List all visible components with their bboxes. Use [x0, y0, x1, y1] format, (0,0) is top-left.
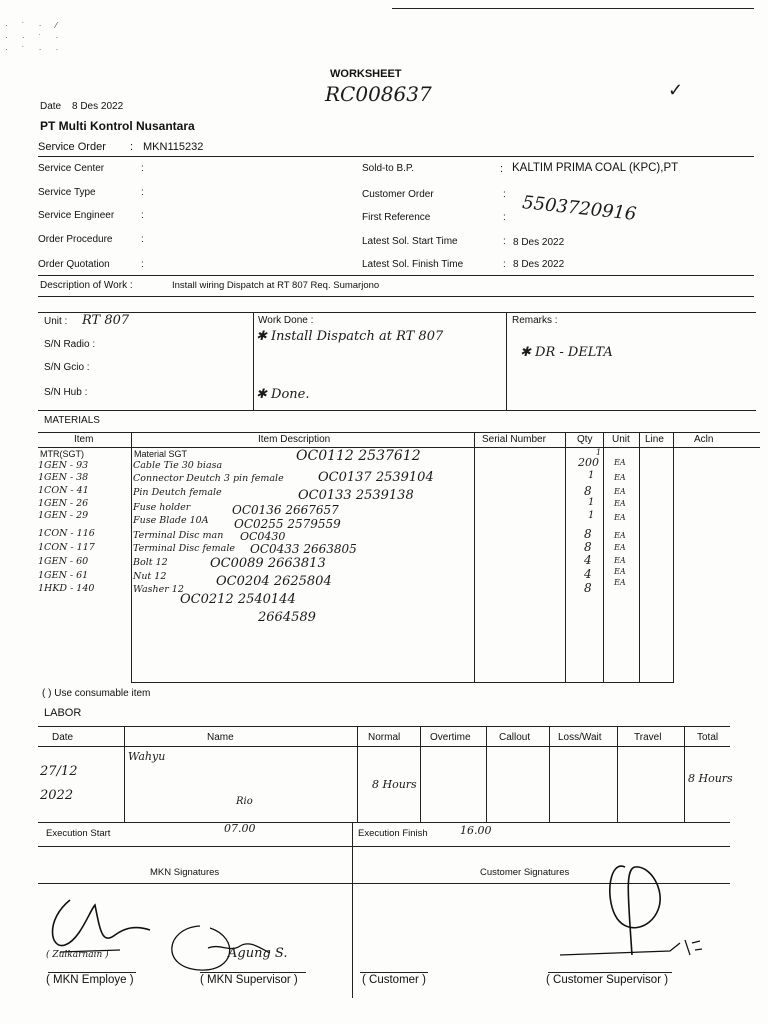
- mkn-employee-label: ( MKN Employe ): [46, 974, 134, 986]
- list-item: EA: [614, 513, 626, 522]
- labor-col-normal: Normal: [368, 732, 401, 743]
- order-quotation-label: Order Quotation: [38, 259, 110, 270]
- handwritten-reference: RC008637: [325, 82, 432, 106]
- materials-col-divider: [603, 432, 604, 682]
- sold-to-value: KALTIM PRIMA COAL (KPC),PT: [512, 162, 679, 174]
- list-item: Bolt 12: [133, 557, 168, 568]
- list-item: Fuse holder: [133, 502, 191, 513]
- execution-finish-value: 16.00: [460, 824, 492, 837]
- top-rule: [392, 8, 754, 9]
- labor-col-total: Total: [697, 732, 719, 743]
- service-order-label: Service Order: [38, 141, 106, 153]
- labor-col-travel: Travel: [634, 732, 662, 743]
- service-type-label: Service Type: [38, 187, 96, 198]
- materials-col-divider: [639, 432, 640, 682]
- mkn-supervisor-label: ( MKN Supervisor ): [200, 974, 298, 986]
- mkn-signatures-label: MKN Signatures: [150, 867, 220, 878]
- labor-body-bottom: [38, 822, 730, 823]
- list-item: EA: [614, 473, 626, 482]
- labor-col-loss-wait: Loss/Wait: [558, 732, 602, 743]
- labor-total-value: 8 Hours: [688, 772, 733, 785]
- labor-header-bottom: [38, 746, 730, 747]
- check-mark-icon: ✓: [668, 80, 684, 101]
- service-center-label: Service Center: [38, 163, 105, 174]
- list-item: 1HKD - 140: [38, 583, 95, 594]
- colon: :: [503, 259, 506, 270]
- sig-line: [200, 972, 306, 973]
- list-item: 1GEN - 29: [38, 510, 89, 521]
- unit-box-bottom: [38, 410, 756, 411]
- sgt-description: Material SGT: [134, 449, 188, 459]
- first-reference-label: First Reference: [362, 212, 431, 223]
- list-item: Pin Deutch female: [133, 487, 222, 498]
- unit-box-divider: [253, 312, 254, 410]
- description-label: Description of Work :: [40, 280, 133, 291]
- sig-line: [48, 972, 136, 973]
- sig-line: [360, 972, 428, 973]
- list-item: 1CON - 117: [38, 542, 95, 553]
- list-item: 4: [584, 553, 592, 567]
- sn-radio-label: S/N Radio :: [44, 339, 96, 350]
- description-value: Install wiring Dispatch at RT 807 Req. Sumarjono: [172, 280, 380, 291]
- paper-speckles: · ˙ · ⁄ · · ˙ · · ˙ · ·: [5, 21, 65, 54]
- sn-gcio-label: S/N Gcio :: [44, 362, 90, 373]
- list-item: 8: [584, 540, 592, 554]
- colon: :: [141, 234, 144, 245]
- info-rule: [38, 275, 754, 276]
- work-done-line-1: ✱ Install Dispatch at RT 807: [256, 329, 444, 344]
- list-item: Terminal Disc female: [133, 543, 235, 554]
- labor-date-value: 27/12 2022: [40, 764, 78, 803]
- list-item: EA: [614, 487, 626, 496]
- list-item: EA: [614, 556, 626, 565]
- order-procedure-label: Order Procedure: [38, 234, 113, 245]
- materials-header-top: [38, 432, 760, 433]
- start-time-value: 8 Des 2022: [513, 237, 565, 248]
- labor-col-overtime: Overtime: [430, 732, 471, 743]
- list-item: 1GEN - 60: [38, 556, 89, 567]
- col-serial-number: Serial Number: [482, 434, 546, 445]
- list-item: 8: [584, 527, 592, 541]
- sn-hub-label: S/N Hub :: [44, 387, 88, 398]
- unit-label: Unit :: [44, 316, 68, 327]
- list-item: Nut 12: [133, 571, 167, 582]
- labor-name-line-1: Wahyu: [128, 750, 166, 763]
- customer-signatures-label: Customer Signatures: [480, 867, 570, 878]
- execution-start-value: 07.00: [224, 822, 256, 835]
- list-item: OC0137 2539104: [318, 470, 434, 485]
- list-item: OC0212 2540144: [180, 592, 296, 607]
- labor-col-divider: [486, 726, 487, 822]
- list-item: 1GEN - 61: [38, 570, 89, 581]
- materials-col-divider: [565, 432, 566, 682]
- unit-value: RT 807: [82, 313, 130, 328]
- customer-order-label: Customer Order: [362, 189, 434, 200]
- list-item: EA: [614, 543, 626, 552]
- work-done-label: Work Done :: [258, 315, 314, 326]
- labor-header-top: [38, 726, 730, 727]
- labor-col-date: Date: [52, 732, 74, 743]
- labor-col-divider: [617, 726, 618, 822]
- materials-bottom: [131, 682, 674, 683]
- list-item: 2664589: [258, 610, 316, 625]
- execution-finish-label: Execution Finish: [358, 828, 428, 839]
- list-item: Fuse Blade 10A: [133, 515, 209, 526]
- labor-col-callout: Callout: [499, 732, 531, 743]
- list-item: 1GEN - 38: [38, 472, 89, 483]
- unit-box-divider: [506, 312, 507, 410]
- finish-time-label: Latest Sol. Finish Time: [362, 259, 464, 270]
- list-item: OC0255 2579559: [234, 517, 341, 531]
- customer-order-value: 5503720916: [521, 192, 638, 225]
- service-order-colon: :: [130, 141, 134, 153]
- start-time-label: Latest Sol. Start Time: [362, 236, 458, 247]
- list-item: OC0089 2663813: [210, 556, 326, 571]
- execution-rule: [38, 846, 730, 847]
- labor-col-name: Name: [207, 732, 234, 743]
- list-item: 1GEN - 26: [38, 498, 89, 509]
- consumable-note: ( ) Use consumable item: [42, 688, 151, 699]
- work-done-line-2: ✱ Done.: [256, 387, 310, 402]
- customer-supervisor-label: ( Customer Supervisor ): [546, 974, 669, 986]
- list-item: OC0433 2663805: [250, 542, 357, 556]
- labor-col-divider: [549, 726, 550, 822]
- col-acln: Acln: [694, 434, 714, 445]
- list-item: Terminal Disc man: [133, 530, 224, 541]
- list-item: OC0112 2537612: [296, 448, 421, 464]
- list-item: 8: [584, 484, 592, 498]
- list-item: Cable Tie 30 biasa: [133, 460, 223, 471]
- header-rule: [38, 156, 754, 157]
- colon: :: [500, 163, 504, 175]
- date-value: 8 Des 2022: [72, 101, 124, 112]
- colon: :: [503, 189, 506, 200]
- list-item: 4: [584, 567, 592, 581]
- list-item: 1: [588, 510, 595, 521]
- labor-col-divider: [124, 726, 125, 822]
- list-item: 1GEN - 93: [38, 460, 89, 471]
- labor-col-divider: [684, 726, 685, 822]
- list-item: EA: [614, 567, 626, 576]
- col-item: Item: [74, 434, 94, 445]
- customer-label: ( Customer ): [362, 974, 426, 986]
- labor-name-line-2: Rio: [236, 796, 253, 807]
- service-order-value: MKN115232: [143, 141, 204, 153]
- signature-divider: [352, 822, 353, 998]
- list-item: 1CON - 116: [38, 528, 95, 539]
- service-engineer-label: Service Engineer: [38, 210, 115, 221]
- colon: :: [141, 163, 144, 174]
- labor-col-divider: [420, 726, 421, 822]
- col-qty: Qty: [577, 434, 593, 445]
- materials-col-divider: [474, 432, 475, 682]
- col-item-description: Item Description: [258, 434, 331, 445]
- remarks-value: ✱ DR - DELTA: [520, 345, 613, 360]
- unit-box-top: [38, 312, 756, 313]
- employee-signed-name: ( Zulkarnain ): [46, 950, 109, 960]
- materials-section-label: MATERIALS: [44, 415, 100, 426]
- list-item: Connector Deutch 3 pin female: [133, 473, 284, 484]
- list-item: EA: [614, 499, 626, 508]
- customer-supervisor-signature: [540, 855, 720, 975]
- list-item: OC0136 2667657: [232, 503, 339, 517]
- list-item: EA: [614, 578, 626, 587]
- remarks-label: Remarks :: [512, 315, 558, 326]
- worksheet-title: WORKSHEET: [330, 68, 402, 80]
- sgt-item: MTR(SGT): [40, 449, 84, 459]
- colon: :: [141, 259, 144, 270]
- colon: :: [503, 236, 506, 247]
- materials-col-divider: [673, 432, 674, 682]
- list-item: EA: [614, 458, 626, 467]
- finish-time-value: 8 Des 2022: [513, 259, 565, 270]
- col-unit: Unit: [612, 434, 630, 445]
- list-item: 1: [588, 497, 595, 508]
- execution-start-label: Execution Start: [46, 828, 111, 839]
- company-name: PT Multi Kontrol Nusantara: [40, 119, 195, 133]
- list-item: OC0430: [240, 530, 286, 543]
- date-label: Date: [40, 101, 62, 112]
- col-line: Line: [645, 434, 664, 445]
- colon: :: [141, 187, 144, 198]
- list-item: 8: [584, 581, 592, 595]
- list-item: 1: [596, 448, 602, 457]
- labor-normal-value: 8 Hours: [372, 778, 417, 791]
- sig-line: [548, 972, 672, 973]
- list-item: OC0133 2539138: [298, 488, 414, 503]
- list-item: 1: [588, 470, 595, 481]
- materials-col-divider: [131, 432, 132, 682]
- list-item: Washer 12: [133, 584, 184, 595]
- colon: :: [141, 210, 144, 221]
- supervisor-signed-name: Agung S.: [228, 946, 288, 961]
- labor-section-label: LABOR: [44, 707, 82, 719]
- sold-to-label: Sold-to B.P.: [362, 163, 415, 174]
- list-item: 200: [578, 456, 599, 469]
- list-item: OC0204 2625804: [216, 574, 332, 589]
- list-item: EA: [614, 531, 626, 540]
- labor-col-divider: [357, 726, 358, 822]
- colon: :: [503, 212, 506, 223]
- description-rule: [38, 296, 754, 297]
- list-item: 1CON - 41: [38, 485, 89, 496]
